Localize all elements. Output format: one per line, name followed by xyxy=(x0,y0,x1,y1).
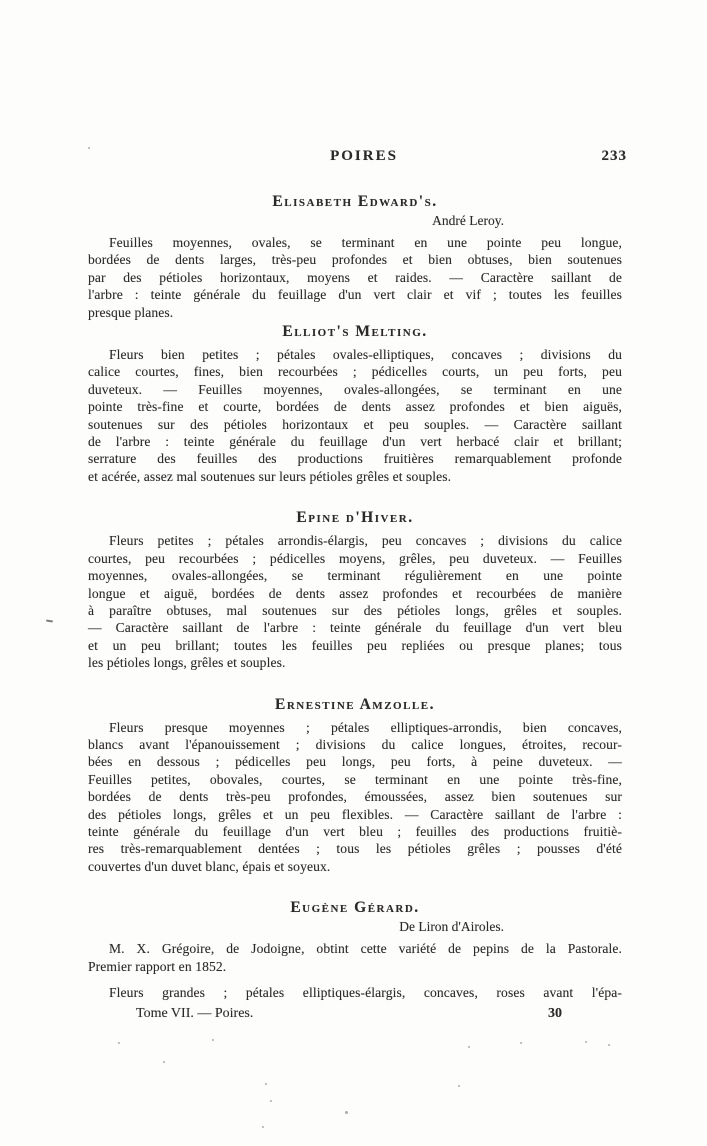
text-line: des pétioles longs, grêles et un peu flexibles. — Caractère saillant de l'arbre : xyxy=(88,806,622,822)
variety-heading: Eugène Gérard. xyxy=(290,899,420,917)
scan-speck xyxy=(212,1039,214,1041)
text-line: res très-remarquablement dentées ; tous les pétioles grêles ; pousses d'été xyxy=(88,841,622,857)
scan-speck xyxy=(458,1085,460,1087)
text-line: Feuilles moyennes, ovales, se terminant en une pointe peu longue, xyxy=(109,235,622,250)
text-line: longue et aiguë, bordées de dents assez profondes et recourbées de manière xyxy=(88,585,622,601)
text-line: blancs avant l'épanouissement ; divisions du calice longues, étroites, recour- xyxy=(88,736,622,752)
paragraph xyxy=(88,234,622,321)
variety-section xyxy=(88,193,622,321)
variety-section xyxy=(88,323,622,485)
attribution: De Liron d'Airoles. xyxy=(399,919,504,935)
text-line: moyennes, ovales-allongées, se terminant régulièrement en une pointe xyxy=(88,568,622,584)
variety-heading: Epine d'Hiver. xyxy=(296,509,414,527)
text-line: courtes, peu recourbées ; pédicelles moyens, grêles, peu duveteux. — Feuilles xyxy=(88,550,622,566)
page-number: 233 xyxy=(601,148,627,164)
paragraph xyxy=(88,940,622,975)
text-line: bordées de dents très-peu profondes, émoussées, assez bien soutenues sur xyxy=(88,789,622,805)
variety-section xyxy=(88,899,622,1001)
page-footer xyxy=(88,1006,622,1024)
text-line: les pétioles longs, grêles et souples. xyxy=(88,655,286,671)
text-line: couvertes d'un duvet blanc, épais et soyeux. xyxy=(88,858,331,874)
variety-heading: Elisabeth Edward's. xyxy=(272,193,438,210)
text-line: bées en dessous ; pédicelles peu longs, peu forts, à peine duveteux. — xyxy=(88,754,622,770)
attribution: André Leroy. xyxy=(432,213,504,228)
text-line: Fleurs petites ; pétales arrondis-élargis, peu concaves ; divisions du calice xyxy=(109,533,622,549)
text-line: teinte générale du feuillage d'un vert bleu ; feuilles des productions fruitiè- xyxy=(88,823,622,839)
text-line: M. X. Grégoire, de Jodoigne, obtint cette variété de pepins de la Pastorale. xyxy=(109,941,622,957)
variety-section xyxy=(88,509,622,671)
text-line: et acérée, assez mal soutenues sur leurs pétioles grêles et souples. xyxy=(88,468,452,484)
text-line: bordées de dents larges, très-peu profondes et bien obtuses, bien soutenues xyxy=(88,252,622,268)
scan-speck xyxy=(262,1126,264,1128)
sections-container xyxy=(88,193,622,1001)
scan-speck xyxy=(585,1041,587,1043)
scan-speck xyxy=(265,1083,267,1085)
scan-speck xyxy=(520,1042,522,1044)
variety-section xyxy=(88,696,622,876)
text-line: par des pétioles horizontaux, moyens et raides. — Caractère saillant de xyxy=(88,269,622,285)
text-line: presque planes. xyxy=(88,304,174,320)
text-line: l'arbre : teinte générale du feuillage d'un vert clair et vif ; toutes les feuilles xyxy=(88,287,622,303)
text-line: Feuilles petites, obovales, courtes, se terminant en une pointe très-fine, xyxy=(88,771,622,787)
scan-speck xyxy=(88,147,90,149)
scan-speck xyxy=(163,1061,165,1063)
scan-speck xyxy=(468,1046,470,1048)
variety-heading: Ernestine Amzolle. xyxy=(275,695,435,713)
text-column xyxy=(88,148,627,1024)
text-line: Fleurs bien petites ; pétales ovales-elliptiques, concaves ; divisions du xyxy=(109,347,622,363)
footer-volume-label: Tome VII. — Poires. xyxy=(136,1006,254,1022)
paragraph xyxy=(88,346,622,485)
text-line: serrature des feuilles des productions fruitières remarquablement profonde xyxy=(88,451,622,467)
footer-signature-number: 30 xyxy=(548,1006,562,1022)
paragraph xyxy=(88,532,622,671)
variety-heading: Elliot's Melting. xyxy=(282,323,428,341)
scan-speck xyxy=(46,620,53,623)
text-line: calice courtes, fines, bien recourbées ; pédicelles courts, un peu forts, peu xyxy=(88,364,622,380)
scan-speck xyxy=(608,1044,610,1046)
text-line: de l'arbre : teinte générale du feuillage d'un vert herbacé clair et brillant; xyxy=(88,434,622,450)
running-title: POIRES xyxy=(330,148,398,164)
text-line: Fleurs grandes ; pétales elliptiques-élargis, concaves, roses avant l'épa- xyxy=(109,985,622,1000)
text-line: Fleurs presque moyennes ; pétales elliptiques-arrondis, bien concaves, xyxy=(109,719,622,735)
text-line: et un peu brillant; toutes les feuilles peu repliées ou presque planes; tous xyxy=(88,637,622,653)
paragraph xyxy=(88,719,622,876)
scan-speck xyxy=(345,1111,348,1114)
running-header xyxy=(88,148,627,166)
text-line: pointe très-fine et courte, bordées de dents assez profondes et bien aiguës, xyxy=(88,399,622,415)
text-line: Premier rapport en 1852. xyxy=(88,958,227,974)
paragraph xyxy=(88,984,622,1001)
text-line: à paraître obtuses, mal soutenues sur des pétioles longs, grêles et souples. xyxy=(88,602,622,618)
text-line: — Caractère saillant de l'arbre : teinte générale du feuillage d'un vert bleu xyxy=(88,620,622,636)
scan-speck xyxy=(118,1042,120,1044)
text-line: duveteux. — Feuilles moyennes, ovales-allongées, se terminant en une xyxy=(88,381,622,397)
scan-speck xyxy=(270,1100,272,1102)
text-line: soutenues sur des pétioles horizontaux et peu souples. — Caractère saillant xyxy=(88,416,622,432)
